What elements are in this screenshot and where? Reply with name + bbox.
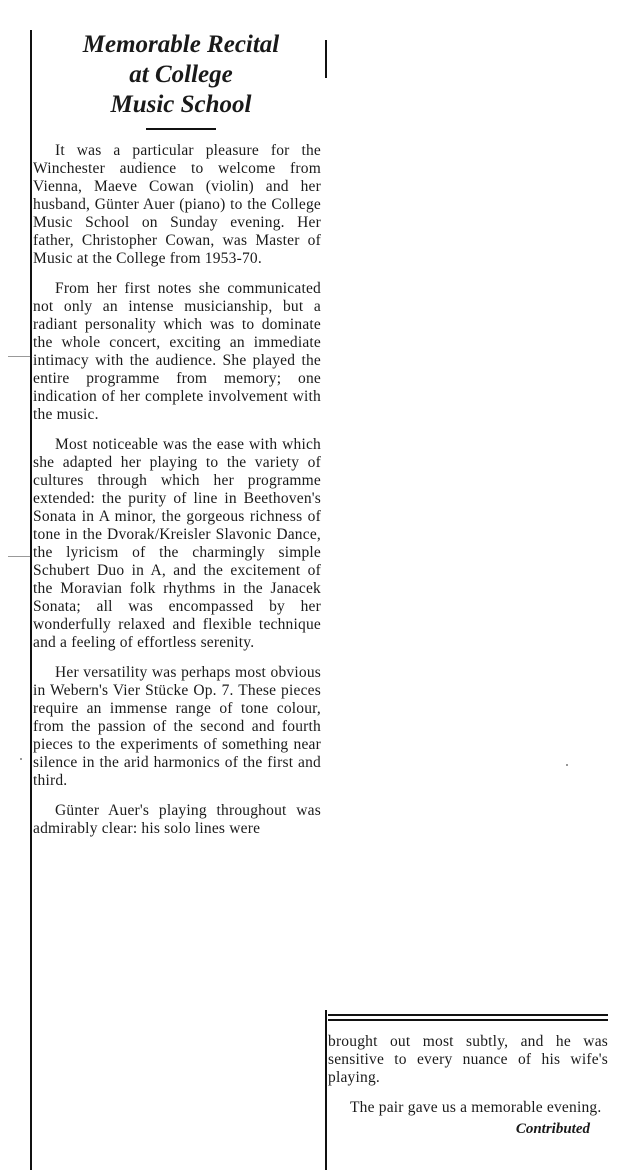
headline-rule	[146, 128, 216, 130]
headline	[33, 30, 321, 120]
continuation-paragraph-2: The pair gave us a memorable evening.	[350, 1099, 602, 1116]
byline: Contributed	[515, 1121, 590, 1137]
paragraph-3: Most noticeable was the ease with which she adapted her playing to the variety of cultures through which her programme extended: the purity of line in Beethoven's Sonata in A minor, the gorgeous richness of tone in the Dvorak/Kreisler Slavonic Dance, the lyricism of the charmingly simple Schubert Duo in A, and the excitement of the Moravian folk rhythms in the Janacek Sonata; all was encompassed by her wonderfully relaxed and flexible technique and a feeling of effortless serenity.	[33, 436, 321, 651]
paragraph-1: It was a particular pleasure for the Winchester audience to welcome from Vienna, Maeve Cowan (violin) and her husband, Günter Auer (piano) to the College Music School on Sunday evening. Her father, Christopher Cowan, was Master of Music at the College from 1953-70.	[33, 142, 321, 267]
paragraph-2: From her first notes she communicated not only an intense musicianship, but a radiant personality which was to dominate the whole concert, exciting an immediate intimacy with the audience. She played the entire programme from memory; one indication of her complete involvement with the music.	[33, 280, 321, 423]
column-rule-bottom	[325, 1010, 327, 1170]
column-rule-top	[325, 40, 327, 78]
margin-mark	[8, 356, 30, 357]
margin-mark	[8, 556, 30, 557]
headline-line-3: Music School	[110, 91, 252, 118]
article-column-continuation	[328, 1014, 608, 1138]
continuation-paragraph-1: brought out most subtly, and he was sensitive to every nuance of his wife's playing.	[328, 1033, 608, 1086]
speck	[20, 758, 22, 760]
paragraph-4: Her versatility was perhaps most obvious in Webern's Vier Stücke Op. 7. These pieces require an immense range of tone colour, from the passion of the second and fourth pieces to the experiments of something near silence in the arid harmonics of the first and third.	[33, 664, 321, 789]
headline-line-2: at College	[129, 61, 233, 88]
column-rule-left	[30, 30, 32, 1170]
headline-line-1: Memorable Recital	[82, 31, 280, 58]
article-column-left	[33, 30, 321, 850]
speck	[566, 764, 568, 766]
paragraph-5: Günter Auer's playing throughout was admirably clear: his solo lines were	[33, 802, 321, 837]
double-rule	[328, 1014, 608, 1021]
